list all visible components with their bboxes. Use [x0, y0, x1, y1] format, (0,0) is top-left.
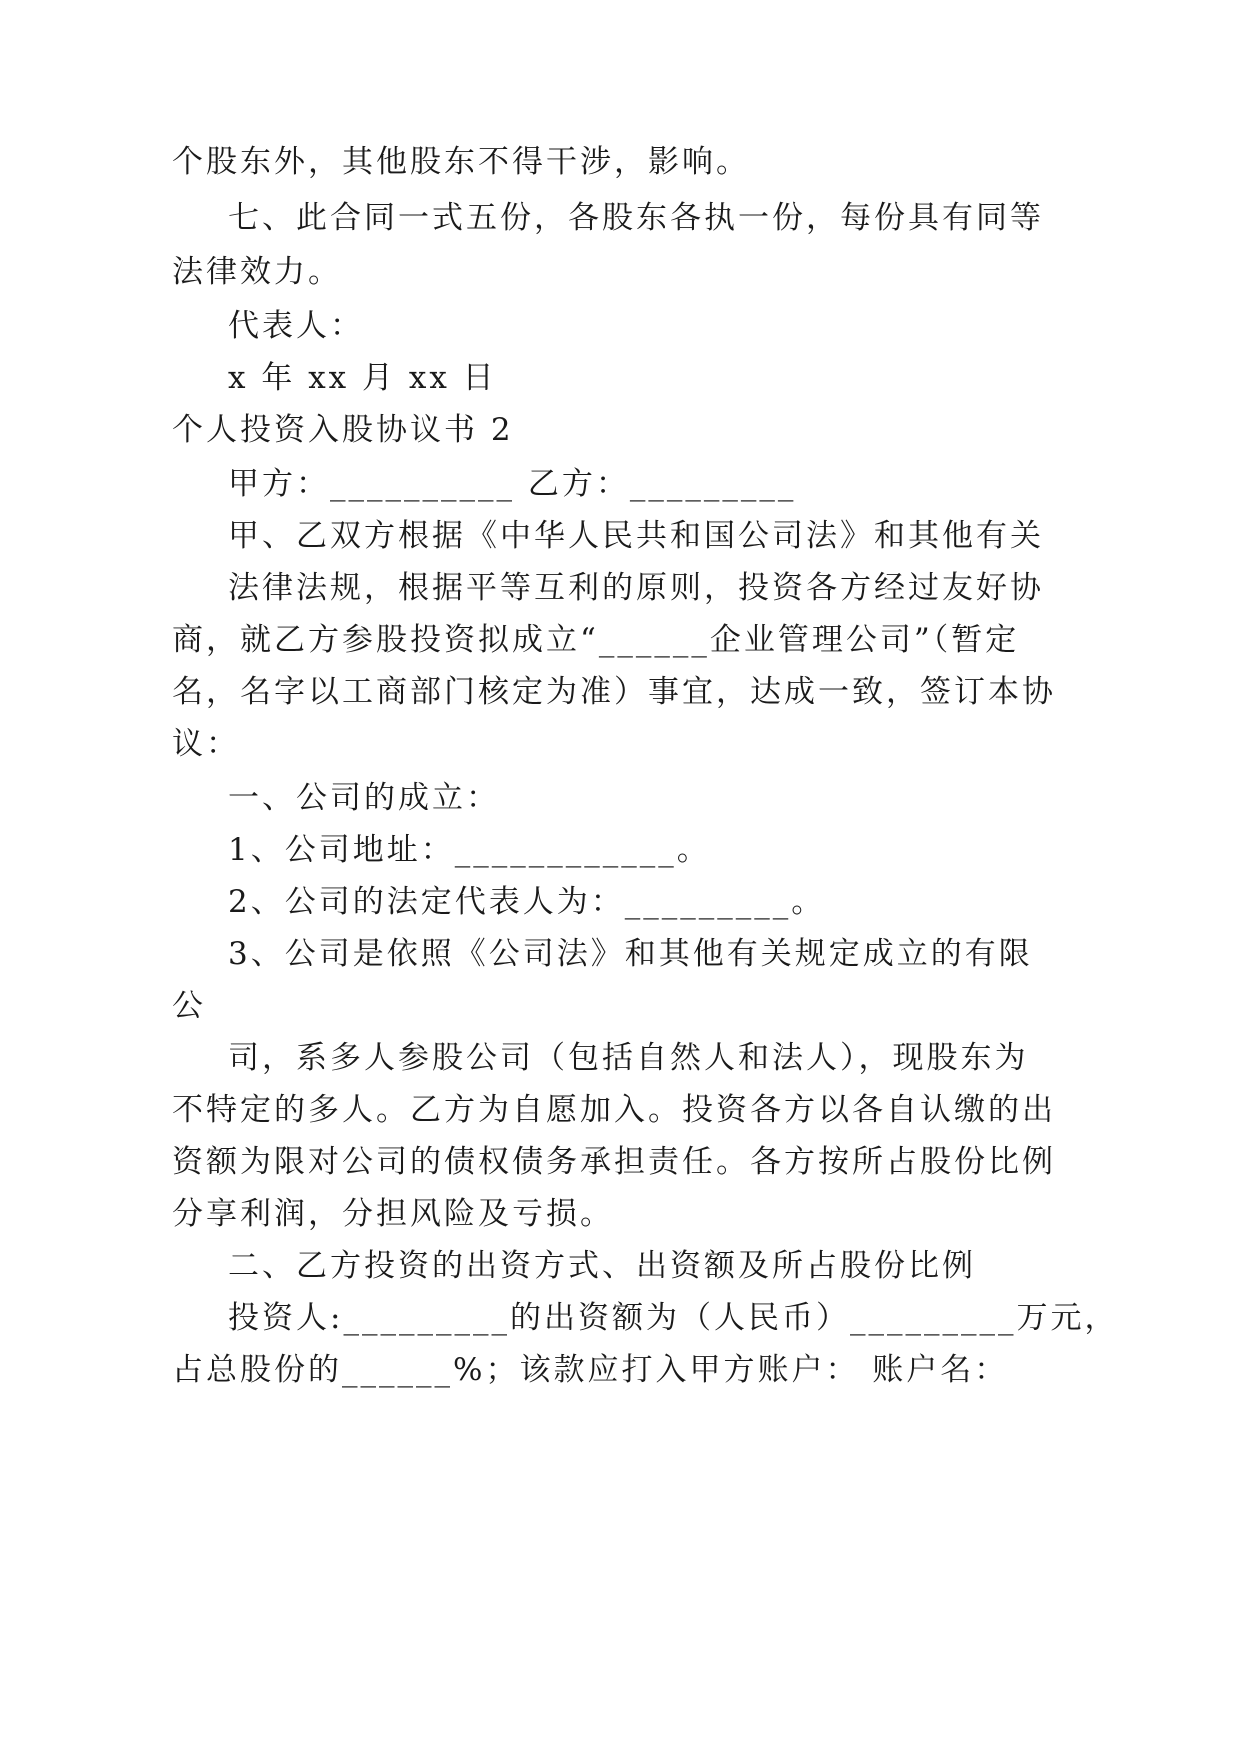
- text-line-23: 投资人:_________的出资额为（人民币）_________万元，: [228, 1300, 1119, 1336]
- section-heading-1: 一、公司的成立：: [228, 780, 500, 816]
- text-line-11: 名，名字以工商部门核定为准）事宜，达成一致，签订本协: [172, 674, 1056, 710]
- text-line-2: 七、此合同一式五份，各股东各执一份，每份具有同等: [228, 200, 1044, 236]
- text-line-21: 分享利润，分担风险及亏损。: [172, 1196, 614, 1232]
- document-title: 个人投资入股协议书 2: [172, 412, 514, 448]
- text-line-14: 1、公司地址：____________。: [228, 832, 711, 868]
- text-line-3: 法律效力。: [172, 254, 342, 290]
- text-line-20: 资额为限对公司的债权债务承担责任。各方按所占股份比例: [172, 1144, 1056, 1180]
- text-line-16: 3、公司是依照《公司法》和其他有关规定成立的有限: [228, 936, 1033, 972]
- text-line-12: 议：: [172, 726, 240, 762]
- text-line-5: x 年 xx 月 xx 日: [228, 360, 497, 396]
- text-line-1: 个股东外，其他股东不得干涉，影响。: [172, 144, 750, 180]
- section-heading-2: 二、乙方投资的出资方式、出资额及所占股份比例: [228, 1248, 976, 1284]
- text-line-9: 法律法规，根据平等互利的原则，投资各方经过友好协: [228, 570, 1044, 606]
- text-line-4: 代表人：: [228, 308, 364, 344]
- text-line-7: 甲方：__________ 乙方：_________: [228, 466, 797, 502]
- text-line-10: 商，就乙方参股投资拟成立“______企业管理公司”（暂定: [172, 622, 1020, 658]
- text-line-17: 公: [172, 988, 206, 1024]
- text-line-19: 不特定的多人。乙方为自愿加入。投资各方以各自认缴的出: [172, 1092, 1056, 1128]
- text-line-18: 司，系多人参股公司（包括自然人和法人），现股东为: [228, 1040, 1029, 1076]
- text-line-15: 2、公司的法定代表人为：_________。: [228, 884, 826, 920]
- text-line-8: 甲、乙双方根据《中华人民共和国公司法》和其他有关: [228, 518, 1044, 554]
- text-line-24: 占总股份的______%；该款应打入甲方账户： 账户名：: [172, 1352, 1009, 1388]
